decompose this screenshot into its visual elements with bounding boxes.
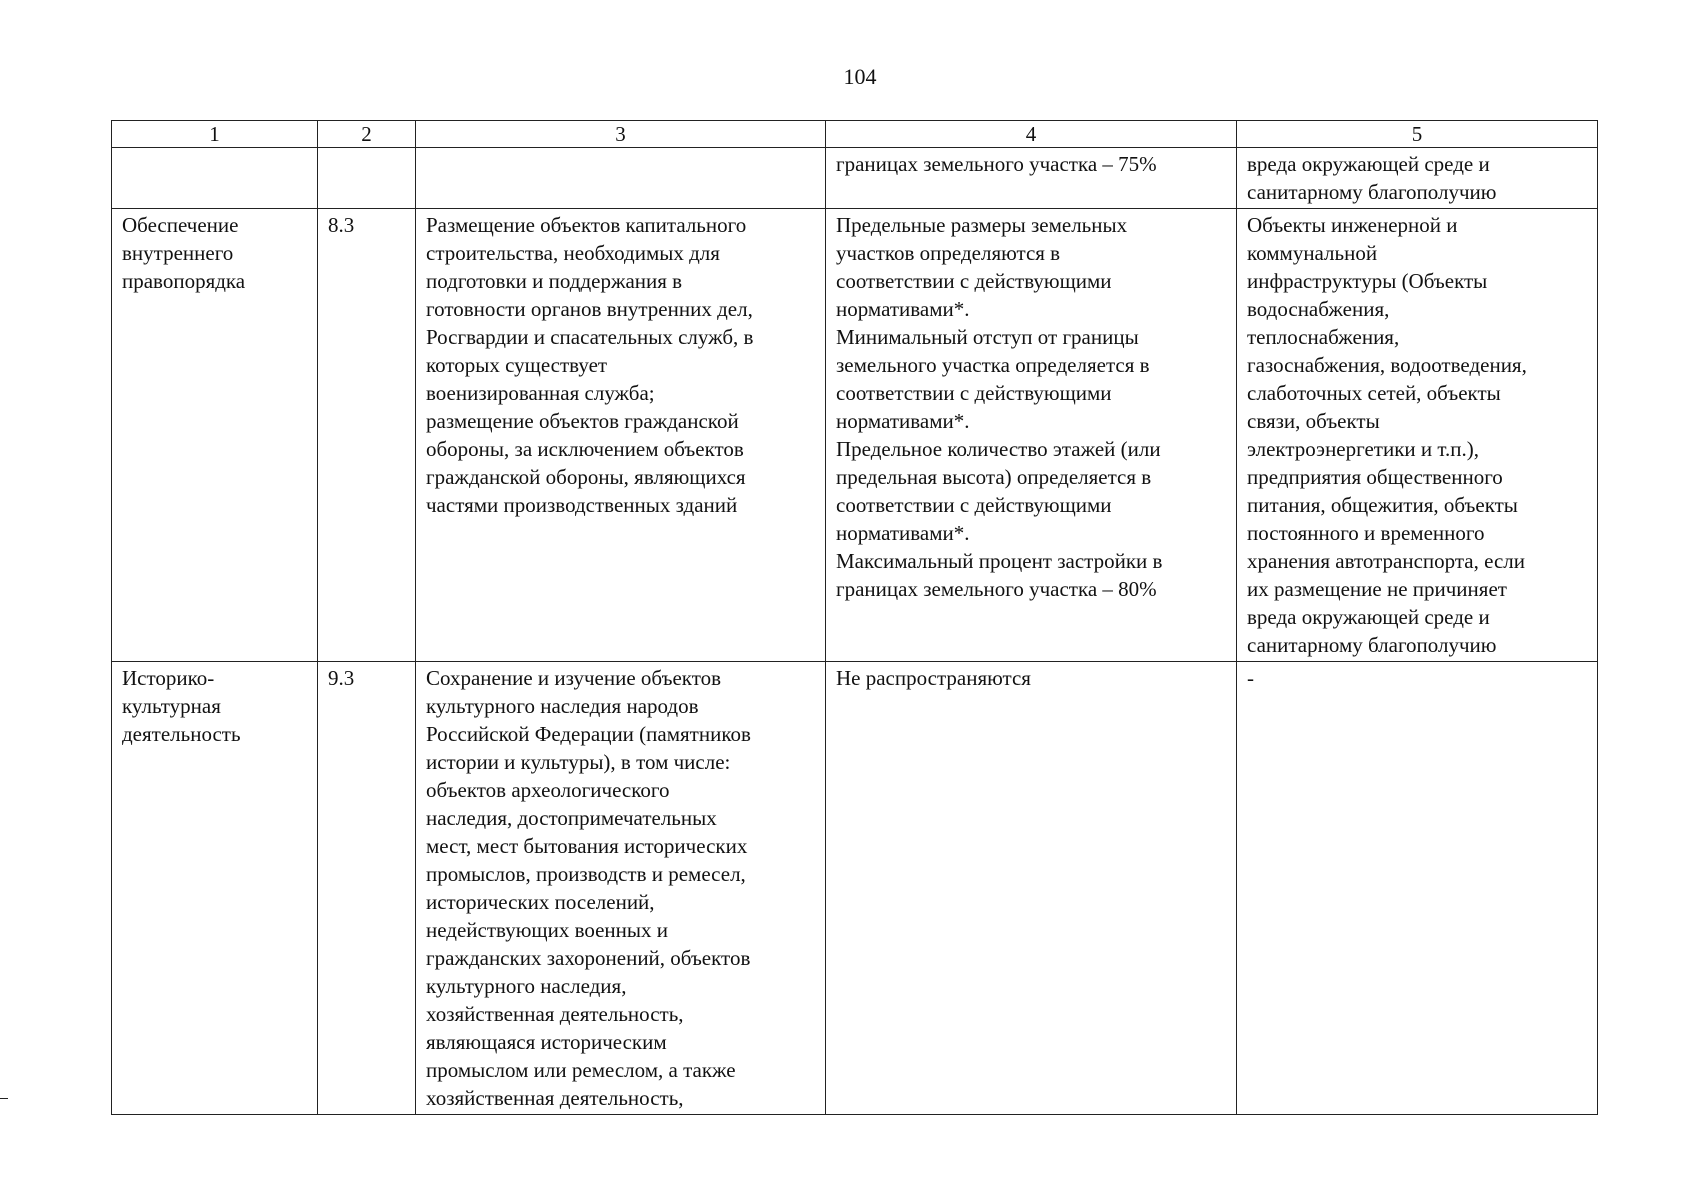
column-header-2: 2 <box>318 121 416 148</box>
column-header-5: 5 <box>1237 121 1598 148</box>
cell-code: 8.3 <box>318 209 416 662</box>
column-header-3: 3 <box>416 121 826 148</box>
table-header-row <box>112 121 1598 148</box>
cell-code: 9.3 <box>318 662 416 1115</box>
page-number: 104 <box>843 64 877 89</box>
cell-use-type: Историко- культурная деятельность <box>112 662 318 1115</box>
table-row <box>112 148 1598 209</box>
cell-parameters: Предельные размеры земельных участков определяются в соответствии с действующими нормативами*. Минимальный отступ от границы земельного участка определяется в соответствии с действующими нормативами*. Предельное количество этажей (или предельная высота) определяется в соответствии с действующими нормативами*. Максимальный процент застройки в границах земельного участка – 80% <box>826 209 1237 662</box>
cell-use-type <box>112 148 318 209</box>
table-row <box>112 662 1598 1115</box>
column-header-4: 4 <box>826 121 1237 148</box>
cell-parameters: Не распространяются <box>826 662 1237 1115</box>
zoning-table <box>111 120 1598 1115</box>
cell-description: Сохранение и изучение объектов культурного наследия народов Российской Федерации (памятников истории и культуры), в том числе: объектов археологического наследия, достопримечательных мест, мест бытования исторических промыслов, производств и ремесел, исторических поселений, недействующих военных и гражданских захоронений, объектов культурного наследия, хозяйственная деятельность, являющаяся историческим промыслом или ремеслом, а также хозяйственная деятельность, <box>416 662 826 1115</box>
column-header-1: 1 <box>112 121 318 148</box>
cell-auxiliary-uses: вреда окружающей среде и санитарному благополучию <box>1237 148 1598 209</box>
table-row <box>112 209 1598 662</box>
cell-auxiliary-uses: Объекты инженерной и коммунальной инфраструктуры (Объекты водоснабжения, теплоснабжения, газоснабжения, водоотведения, слаботочных сетей, объекты связи, объекты электроэнергетики и т.п.), предприятия общественного питания, общежития, объекты постоянного и временного хранения автотранспорта, если их размещение не причиняет вреда окружающей среде и санитарному благополучию <box>1237 209 1598 662</box>
cell-code <box>318 148 416 209</box>
margin-mark <box>0 1098 8 1099</box>
cell-use-type: Обеспечение внутреннего правопорядка <box>112 209 318 662</box>
cell-description <box>416 148 826 209</box>
cell-parameters: границах земельного участка – 75% <box>826 148 1237 209</box>
cell-description: Размещение объектов капитального строительства, необходимых для подготовки и поддержания в готовности органов внутренних дел, Росгвардии и спасательных служб, в которых существует военизированная служба; размещение объектов гражданской обороны, за исключением объектов гражданской обороны, являющихся частями производственных зданий <box>416 209 826 662</box>
cell-auxiliary-uses: - <box>1237 662 1598 1115</box>
